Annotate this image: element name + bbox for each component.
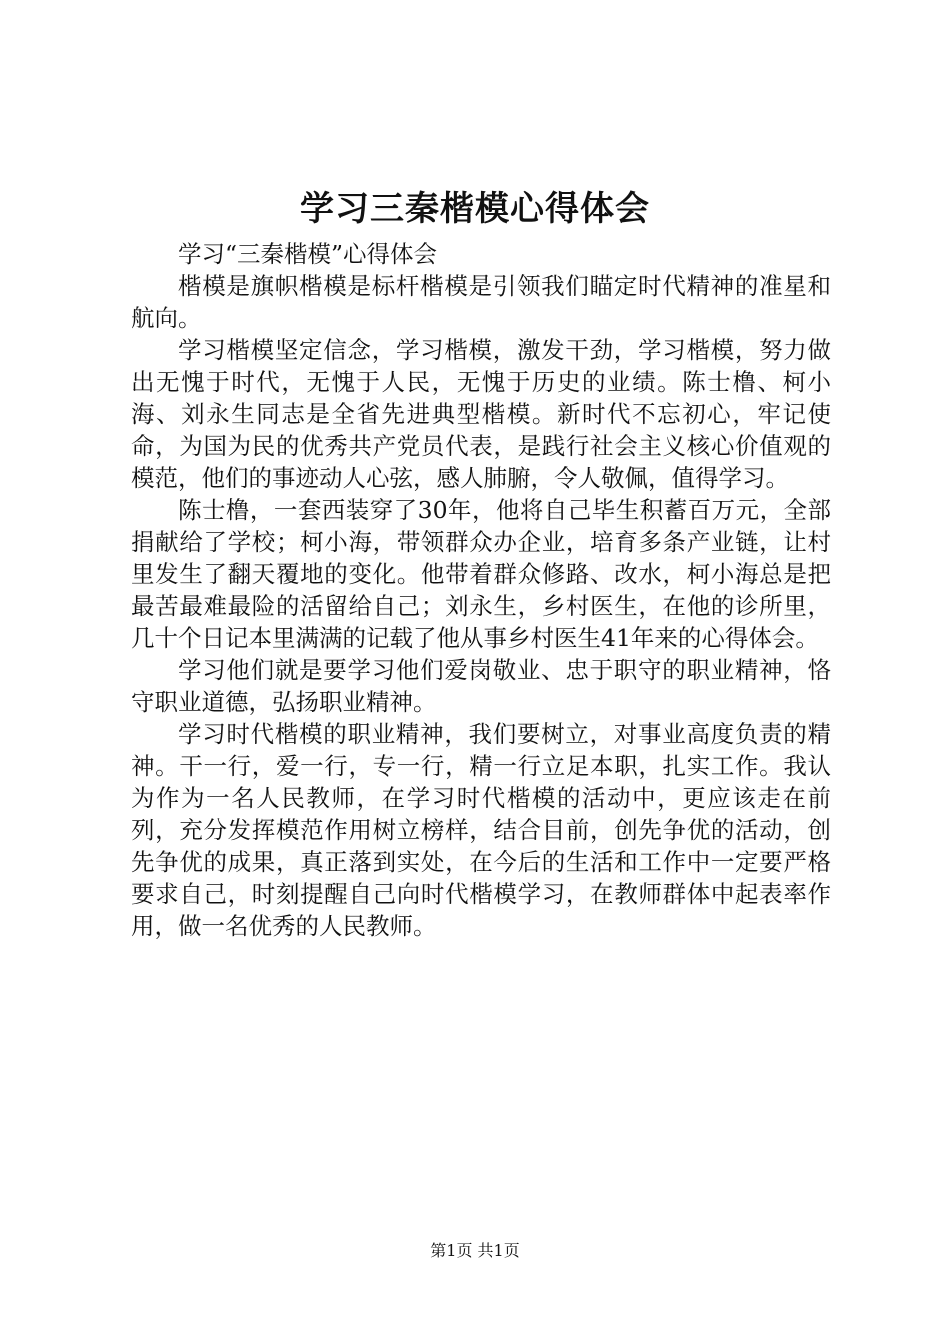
paragraph-5: 学习时代楷模的职业精神，我们要树立，对事业高度负责的精神。干一行，爱一行，专一行，精一行立足本职，扎实工作。我认为作为一名人民教师，在学习时代楷模的活动中，更应该走在前列，充分发挥模范作用树立榜样，结合目前，创先争优的活动，创先争优的成果，真正落到实处，在今后的生活和工作中一定要严格要求自己，时刻提醒自己向时代楷模学习，在教师群体中起表率作用，做一名优秀的人民教师。: [131, 720, 831, 940]
document-title: 学习三秦楷模心得体会: [300, 189, 650, 229]
paragraph-3: 陈士橹，一套西装穿了30年，他将自己毕生积蓄百万元，全部捐献给了学校；柯小海，带领群众办企业，培育多条产业链，让村里发生了翻天覆地的变化。他带着群众修路、改水，柯小海总是把最苦最难最险的活留给自己；刘永生，乡村医生，在他的诊所里，几十个日记本里满满的记载了他从事乡村医生41年来的心得体会。: [131, 496, 831, 652]
paragraph-2: 学习楷模坚定信念，学习楷模，激发干劲，学习楷模，努力做出无愧于时代，无愧于人民，无愧于历史的业绩。陈士橹、柯小海、刘永生同志是全省先进典型楷模。新时代不忘初心，牢记使命，为国为民的优秀共产党员代表，是践行社会主义核心价值观的模范，他们的事迹动人心弦，感人肺腑，令人敬佩，值得学习。: [131, 336, 831, 492]
paragraph-4: 学习他们就是要学习他们爱岗敬业、忠于职守的职业精神，恪守职业道德，弘扬职业精神。: [131, 656, 831, 716]
document-body: [131, 238, 831, 942]
page-footer: 第1页 共1页: [430, 1241, 520, 1260]
paragraph-subtitle: 学习“三秦楷模”心得体会: [178, 240, 438, 268]
paragraph-1: 楷模是旗帜楷模是标杆楷模是引领我们瞄定时代精神的准星和航向。: [131, 272, 831, 332]
